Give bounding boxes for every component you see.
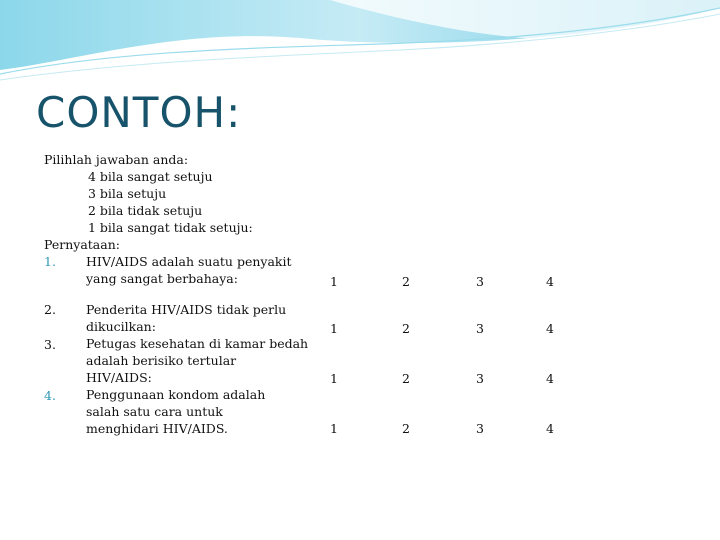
scale-row-4-value-3: 3 — [476, 421, 484, 436]
scale-row-1-value-2: 2 — [402, 274, 410, 289]
scale-row-3-value-1: 1 — [330, 371, 338, 386]
page-title: CONTOH: — [36, 88, 242, 137]
statement-2-line-1: Penderita HIV/AIDS tidak perlu — [86, 302, 287, 317]
statement-number-2: 2. — [44, 302, 56, 317]
statement-number-3: 3. — [44, 337, 56, 352]
statement-3-line-3: HIV/AIDS: — [86, 370, 152, 385]
statement-4-line-3: menghidari HIV/AIDS. — [86, 421, 228, 436]
option-3: 3 bila setuju — [88, 186, 167, 201]
statement-2-line-2: dikucilkan: — [86, 319, 156, 334]
scale-row-1-value-1: 1 — [330, 274, 338, 289]
option-4: 4 bila sangat setuju — [88, 169, 213, 184]
statement-number-4: 4. — [44, 388, 56, 403]
scale-row-1-value-4: 4 — [546, 274, 554, 289]
statement-3-line-2: adalah berisiko tertular — [86, 353, 237, 368]
statements-heading: Pernyataan: — [44, 237, 120, 252]
statement-1-line-1: HIV/AIDS adalah suatu penyakit — [86, 254, 292, 269]
scale-row-3-value-4: 4 — [546, 371, 554, 386]
scale-row-4-value-2: 2 — [402, 421, 410, 436]
scale-row-4-value-1: 1 — [330, 421, 338, 436]
option-2: 2 bila tidak setuju — [88, 203, 203, 218]
option-1: 1 bila sangat tidak setuju: — [88, 220, 253, 235]
scale-row-1-value-3: 3 — [476, 274, 484, 289]
statement-3-line-1: Petugas kesehatan di kamar bedah — [86, 336, 309, 351]
statement-4-line-1: Penggunaan kondom adalah — [86, 387, 266, 402]
scale-row-4-value-4: 4 — [546, 421, 554, 436]
scale-row-2-value-4: 4 — [546, 321, 554, 336]
scale-row-3-value-2: 2 — [402, 371, 410, 386]
statement-number-1: 1. — [44, 254, 56, 269]
scale-row-2-value-3: 3 — [476, 321, 484, 336]
statement-1-line-2: yang sangat berbahaya: — [86, 271, 238, 286]
statement-4-line-2: salah satu cara untuk — [86, 404, 223, 419]
scale-row-2-value-2: 2 — [402, 321, 410, 336]
instructions-heading: Pilihlah jawaban anda: — [44, 152, 189, 167]
header-wave-decoration — [0, 0, 720, 90]
scale-row-2-value-1: 1 — [330, 321, 338, 336]
scale-row-3-value-3: 3 — [476, 371, 484, 386]
